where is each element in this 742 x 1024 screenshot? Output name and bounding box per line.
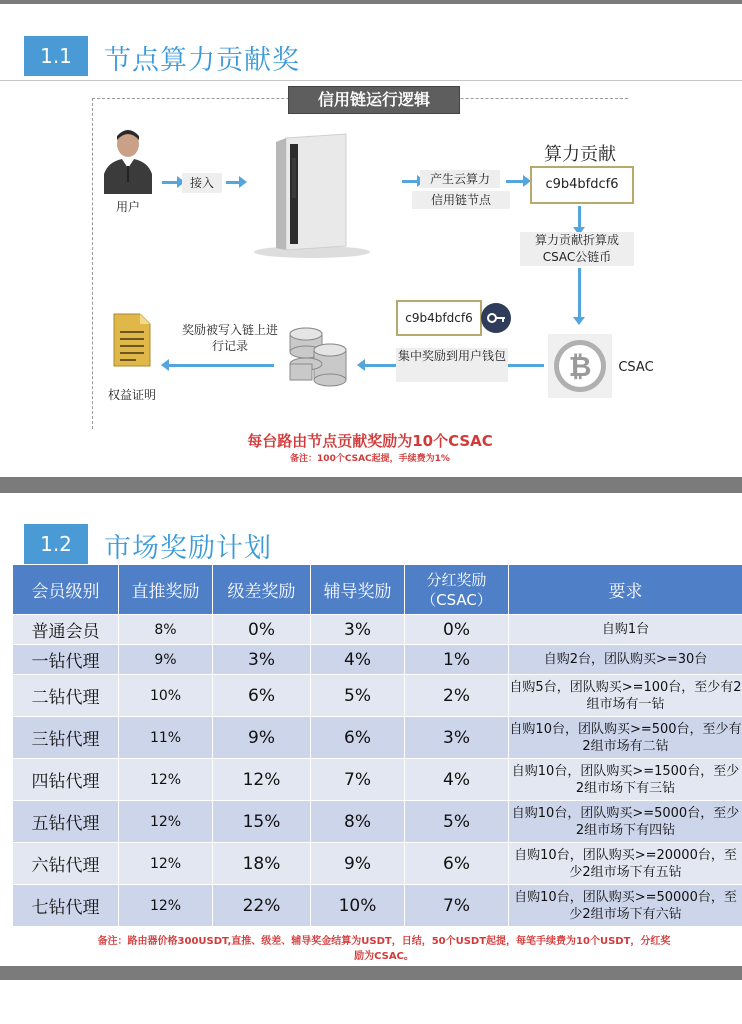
rate-cell: 4%	[311, 645, 405, 675]
slide-separator	[0, 477, 742, 493]
hash-document-small: c9b4bfdcf6	[396, 300, 482, 336]
level-cell: 五钻代理	[13, 801, 119, 843]
rate-cell: 18%	[213, 843, 311, 885]
requirement-cell: 自购5台，团队购买>=100台，至少有2组市场有一钻	[509, 675, 742, 717]
arrow-to-csac	[578, 268, 581, 318]
convert-label: 算力贡献折算成CSAC公链币	[520, 232, 634, 266]
title-divider	[0, 80, 742, 81]
rate-cell: 9%	[119, 645, 213, 675]
table-note: 备注：路由器价格300USDT,直推、级差、辅导奖金结算为USDT，日结，50个USDT起提，每笔手续费为10个USDT，分红奖励为CSAC。	[97, 936, 671, 962]
csac-label: CSAC	[618, 360, 654, 375]
database-icon	[286, 320, 350, 390]
col-header: 会员级别	[13, 565, 119, 615]
rate-cell: 10%	[119, 675, 213, 717]
col-header: 要求	[509, 565, 742, 615]
rate-cell: 8%	[119, 615, 213, 645]
rate-cell: 12%	[213, 759, 311, 801]
requirement-cell: 自购10台，团队购买>=50000台，至少2组市场下有六钻	[509, 885, 742, 927]
level-cell: 普通会员	[13, 615, 119, 645]
table-row	[13, 759, 742, 801]
level-cell: 六钻代理	[13, 843, 119, 885]
certificate-icon	[112, 312, 152, 368]
record-label: 奖励被写入链上进行记录	[181, 323, 278, 353]
requirement-cell: 自购10台，团队购买>=500台，至少有2组市场有二钻	[509, 717, 742, 759]
csac-coin-icon	[548, 334, 612, 398]
rate-cell: 10%	[311, 885, 405, 927]
rate-cell: 11%	[119, 717, 213, 759]
requirement-cell: 自购10台，团队购买>=5000台，至少2组市场下有四钻	[509, 801, 742, 843]
rate-cell: 0%	[405, 615, 509, 645]
arrow-to-convert	[578, 206, 581, 228]
rate-cell: 15%	[213, 801, 311, 843]
col-header: 级差奖励	[213, 565, 311, 615]
rate-cell: 12%	[119, 843, 213, 885]
key-icon	[480, 302, 512, 334]
rate-cell: 7%	[405, 885, 509, 927]
reward-note: 每台路由节点贡献奖励为10个CSAC	[247, 432, 493, 450]
table-header-row	[13, 565, 742, 615]
access-label: 接入	[182, 173, 222, 193]
top-bar	[0, 0, 742, 4]
rate-cell: 12%	[119, 801, 213, 843]
section-title: 节点算力贡献奖	[104, 45, 300, 76]
user-icon	[100, 128, 156, 194]
rate-cell: 3%	[405, 717, 509, 759]
slide-separator-bottom	[0, 966, 742, 980]
table-row	[13, 717, 742, 759]
arrow-to-server	[226, 181, 240, 184]
reward-table	[12, 564, 742, 927]
arrow-user-start	[162, 181, 178, 184]
rate-cell: 6%	[405, 843, 509, 885]
rate-cell: 5%	[405, 801, 509, 843]
section-number-2: 1.2	[24, 524, 88, 564]
hash-document: c9b4bfdcf6	[530, 166, 634, 204]
rate-cell: 1%	[405, 645, 509, 675]
table-row	[13, 615, 742, 645]
rate-cell: 9%	[311, 843, 405, 885]
col-header: 辅导奖励	[311, 565, 405, 615]
rate-cell: 6%	[213, 675, 311, 717]
requirement-cell: 自购1台	[509, 615, 742, 645]
table-row	[13, 645, 742, 675]
table-row	[13, 801, 742, 843]
arrow-server-a	[402, 180, 418, 183]
requirement-cell: 自购10台，团队购买>=1500台，至少2组市场下有三钻	[509, 759, 742, 801]
level-cell: 七钻代理	[13, 885, 119, 927]
col-header: 分红奖励（CSAC）	[405, 565, 509, 615]
arrow-to-contribution	[506, 180, 524, 183]
server-icon	[252, 128, 372, 258]
requirement-cell: 自购2台，团队购买>=30台	[509, 645, 742, 675]
rate-cell: 8%	[311, 801, 405, 843]
contribution-title: 算力贡献	[544, 144, 616, 165]
rate-cell: 0%	[213, 615, 311, 645]
col-header: 直推奖励	[119, 565, 213, 615]
rate-cell: 4%	[405, 759, 509, 801]
rate-cell: 7%	[311, 759, 405, 801]
rate-cell: 12%	[119, 759, 213, 801]
reward-remark: 备注：100个CSAC起提，手续费为1%	[290, 454, 450, 464]
rate-cell: 2%	[405, 675, 509, 717]
rate-cell: 6%	[311, 717, 405, 759]
requirement-cell: 自购10台，团队购买>=20000台，至少2组市场下有五钻	[509, 843, 742, 885]
node-label: 信用链节点	[412, 191, 510, 209]
rate-cell: 3%	[311, 615, 405, 645]
table-row	[13, 675, 742, 717]
level-cell: 一钻代理	[13, 645, 119, 675]
user-label: 用户	[115, 200, 140, 214]
table-row	[13, 843, 742, 885]
level-cell: 四钻代理	[13, 759, 119, 801]
rate-cell: 5%	[311, 675, 405, 717]
produce-label: 产生云算力	[420, 170, 500, 188]
rate-cell: 9%	[213, 717, 311, 759]
level-cell: 二钻代理	[13, 675, 119, 717]
svg-text:₿: ₿	[568, 350, 592, 383]
table-row	[13, 885, 742, 927]
rate-cell: 22%	[213, 885, 311, 927]
rate-cell: 12%	[119, 885, 213, 927]
rate-cell: 3%	[213, 645, 311, 675]
section-number: 1.1	[24, 36, 88, 76]
section-title-2: 市场奖励计划	[104, 533, 272, 564]
collect-label: 集中奖励到用户钱包	[396, 348, 508, 382]
arrow-db-to-cert	[168, 364, 274, 367]
certificate-label: 权益证明	[107, 388, 156, 402]
level-cell: 三钻代理	[13, 717, 119, 759]
flow-title: 信用链运行逻辑	[288, 86, 460, 114]
